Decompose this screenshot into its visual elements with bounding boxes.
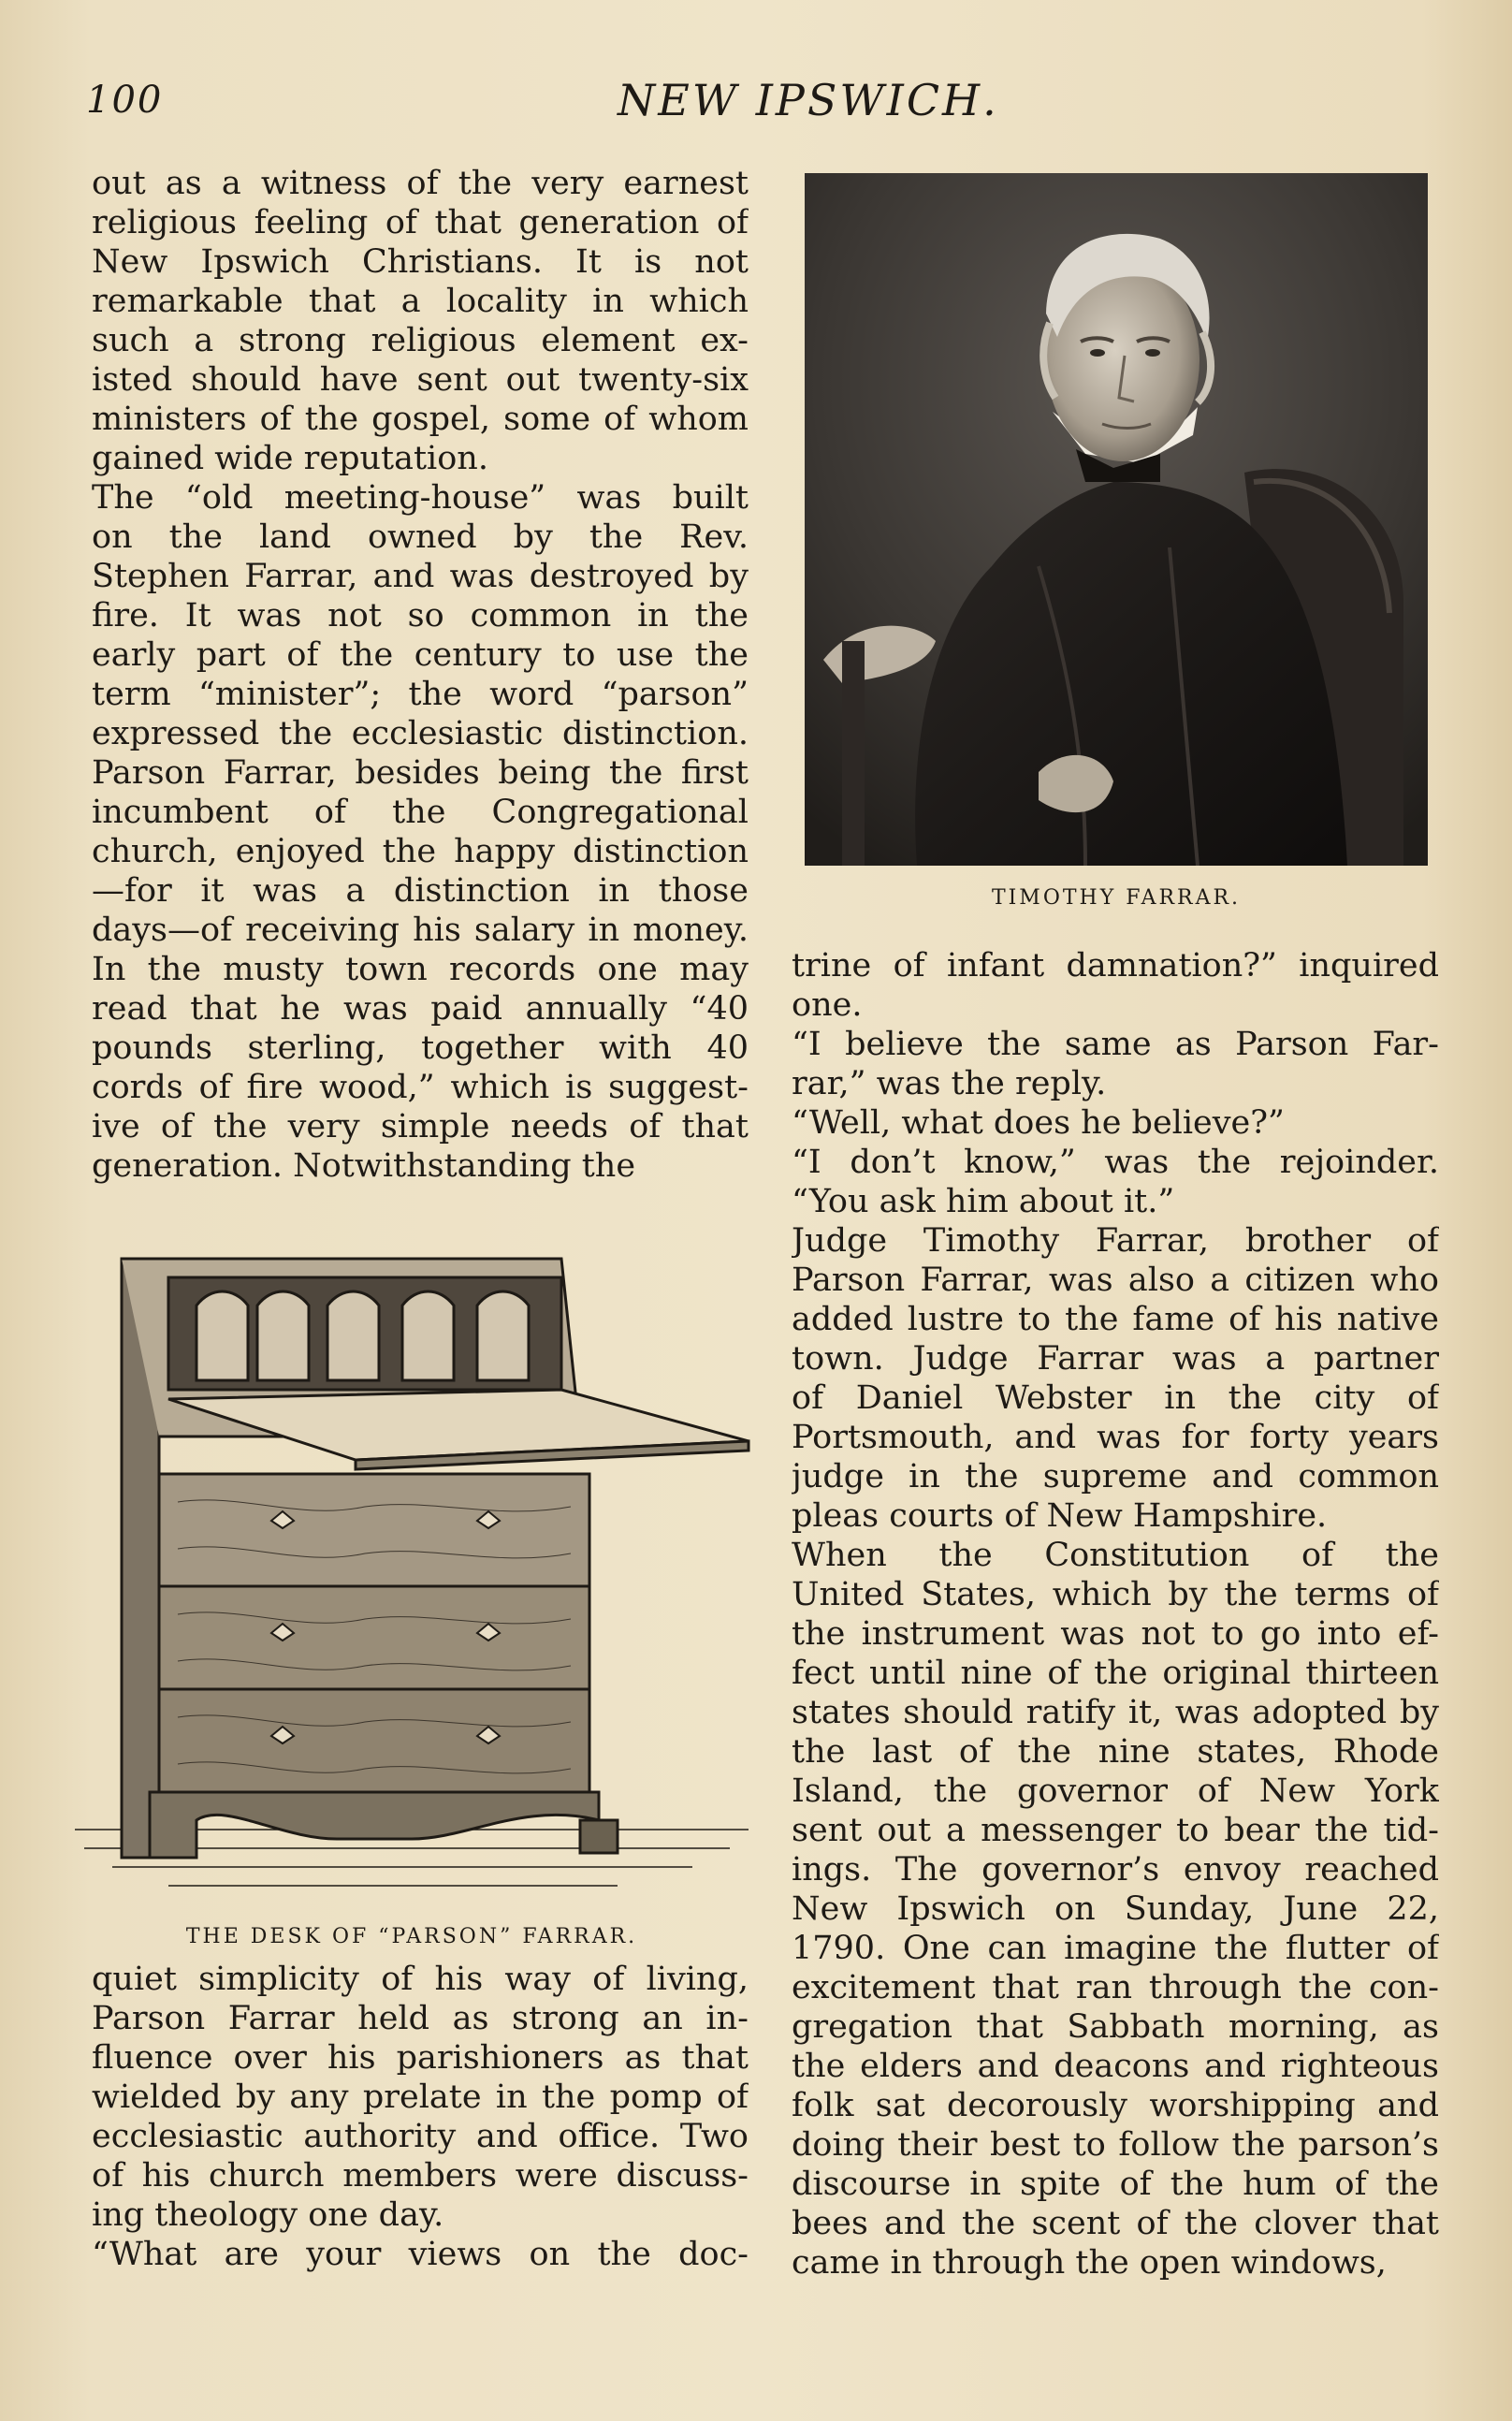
text-line: doing their best to follow the parson’s bbox=[792, 2126, 1439, 2164]
text-line: of his church members were discuss- bbox=[92, 2157, 749, 2195]
text-line: quiet simplicity of his way of living, bbox=[92, 1961, 749, 1998]
text-line: read that he was paid annually “40 bbox=[92, 990, 749, 1028]
text-line: gregation that Sabbath morning, as bbox=[792, 2008, 1439, 2046]
text-line: Parson Farrar, was also a citizen who bbox=[792, 1262, 1439, 1299]
text-line: pleas courts of New Hampshire. bbox=[792, 1497, 1328, 1535]
text-line: the elders and deacons and righteous bbox=[792, 2048, 1439, 2085]
text-line: “I believe the same as Parson Far- bbox=[792, 1026, 1439, 1063]
text-line: isted should have sent out twenty-six bbox=[92, 361, 749, 399]
text-line: “You ask him about it.” bbox=[792, 1183, 1175, 1220]
text-line: religious feeling of that generation of bbox=[92, 204, 749, 241]
running-title: NEW IPSWICH. bbox=[618, 75, 999, 125]
text-line: such a strong religious element ex- bbox=[92, 322, 749, 359]
text-line: “Well, what does he believe?” bbox=[792, 1104, 1285, 1142]
text-line: sent out a messenger to bear the tid- bbox=[792, 1812, 1439, 1849]
text-line: town. Judge Farrar was a partner bbox=[792, 1340, 1439, 1378]
text-line: folk sat decorously worshipping and bbox=[792, 2087, 1439, 2124]
text-line: 1790. One can imagine the flutter of bbox=[792, 1930, 1439, 1967]
text-line: one. bbox=[792, 986, 863, 1024]
text-line: came in through the open windows, bbox=[792, 2244, 1387, 2282]
text-line: Parson Farrar held as strong an in- bbox=[92, 2000, 749, 2037]
text-line: —for it was a distinction in those bbox=[92, 872, 749, 910]
text-line: Judge Timothy Farrar, brother of bbox=[792, 1222, 1439, 1260]
text-line: gained wide reputation. bbox=[92, 440, 488, 477]
text-line: Portsmouth, and was for forty years bbox=[792, 1419, 1439, 1456]
text-line: The “old meeting-house” was built bbox=[92, 479, 749, 517]
text-line: ive of the very simple needs of that bbox=[92, 1108, 749, 1145]
text-line: incumbent of the Congregational bbox=[92, 794, 749, 831]
text-line: rar,” was the reply. bbox=[792, 1065, 1107, 1102]
portrait-caption: TIMOTHY FARRAR. bbox=[991, 886, 1242, 910]
text-line: church, enjoyed the happy distinction bbox=[92, 833, 749, 870]
text-line: judge in the supreme and common bbox=[792, 1458, 1439, 1495]
text-line: wielded by any prelate in the pomp of bbox=[92, 2078, 749, 2116]
desk-figure bbox=[56, 1240, 767, 1948]
text-line: early part of the century to use the bbox=[92, 636, 749, 674]
running-head bbox=[0, 75, 1512, 131]
text-line: of Daniel Webster in the city of bbox=[792, 1379, 1439, 1417]
text-line: the last of the nine states, Rhode bbox=[792, 1733, 1439, 1771]
text-line: states should ratify it, was adopted by bbox=[792, 1694, 1439, 1731]
text-line: fluence over his parishioners as that bbox=[92, 2039, 749, 2077]
text-line: New Ipswich on Sunday, June 22, bbox=[792, 1890, 1439, 1928]
text-line: excitement that ran through the con- bbox=[792, 1969, 1439, 2006]
text-line: the instrument was not to go into ef- bbox=[792, 1615, 1439, 1653]
text-line: generation. Notwithstanding the bbox=[92, 1147, 636, 1185]
left-column-bottom-text bbox=[92, 1960, 749, 2274]
text-line: trine of infant damnation?” inquired bbox=[792, 947, 1439, 984]
text-line: When the Constitution of the bbox=[792, 1537, 1439, 1574]
text-line: Island, the governor of New York bbox=[792, 1772, 1439, 1810]
right-column-bottom-text bbox=[792, 1221, 1439, 2282]
text-line: ings. The governor’s envoy reached bbox=[792, 1851, 1439, 1889]
text-line: out as a witness of the very earnest bbox=[92, 165, 749, 202]
text-line: on the land owned by the Rev. bbox=[92, 518, 749, 556]
left-column-top-text bbox=[92, 164, 749, 1186]
text-line: term “minister”; the word “parson” bbox=[92, 676, 749, 713]
text-line: United States, which by the terms of bbox=[792, 1576, 1439, 1613]
text-line: expressed the ecclesiastic distinction. bbox=[92, 715, 749, 752]
desk-engraving bbox=[56, 1240, 767, 1914]
desk-caption: THE DESK OF “PARSON” FARRAR. bbox=[185, 1925, 638, 1948]
text-line: added lustre to the fame of his native bbox=[792, 1301, 1439, 1338]
right-column-top-text bbox=[792, 946, 1439, 1221]
text-line: cords of fire wood,” which is suggest- bbox=[92, 1069, 749, 1106]
text-line: New Ipswich Christians. It is not bbox=[92, 243, 749, 281]
text-line: remarkable that a locality in which bbox=[92, 283, 749, 320]
text-line: fire. It was not so common in the bbox=[92, 597, 749, 634]
text-line: fect until nine of the original thirteen bbox=[792, 1655, 1439, 1692]
page-number: 100 bbox=[86, 79, 164, 122]
text-line: ministers of the gospel, some of whom bbox=[92, 401, 749, 438]
text-line: bees and the scent of the clover that bbox=[792, 2205, 1439, 2242]
text-line: Stephen Farrar, and was destroyed by bbox=[92, 558, 749, 595]
text-line: days—of receiving his salary in money. bbox=[92, 912, 749, 949]
text-line: ing theology one day. bbox=[92, 2196, 444, 2234]
portrait-engraving bbox=[805, 173, 1428, 866]
text-line: ecclesiastic authority and office. Two bbox=[92, 2118, 749, 2155]
text-line: In the musty town records one may bbox=[92, 951, 749, 988]
text-line: “I don’t know,” was the rejoinder. bbox=[792, 1144, 1439, 1181]
portrait-figure bbox=[805, 173, 1428, 910]
text-line: Parson Farrar, besides being the first bbox=[92, 754, 749, 792]
text-line: pounds sterling, together with 40 bbox=[92, 1029, 749, 1067]
text-line: “What are your views on the doc- bbox=[92, 2236, 749, 2273]
text-line: discourse in spite of the hum of the bbox=[792, 2166, 1439, 2203]
